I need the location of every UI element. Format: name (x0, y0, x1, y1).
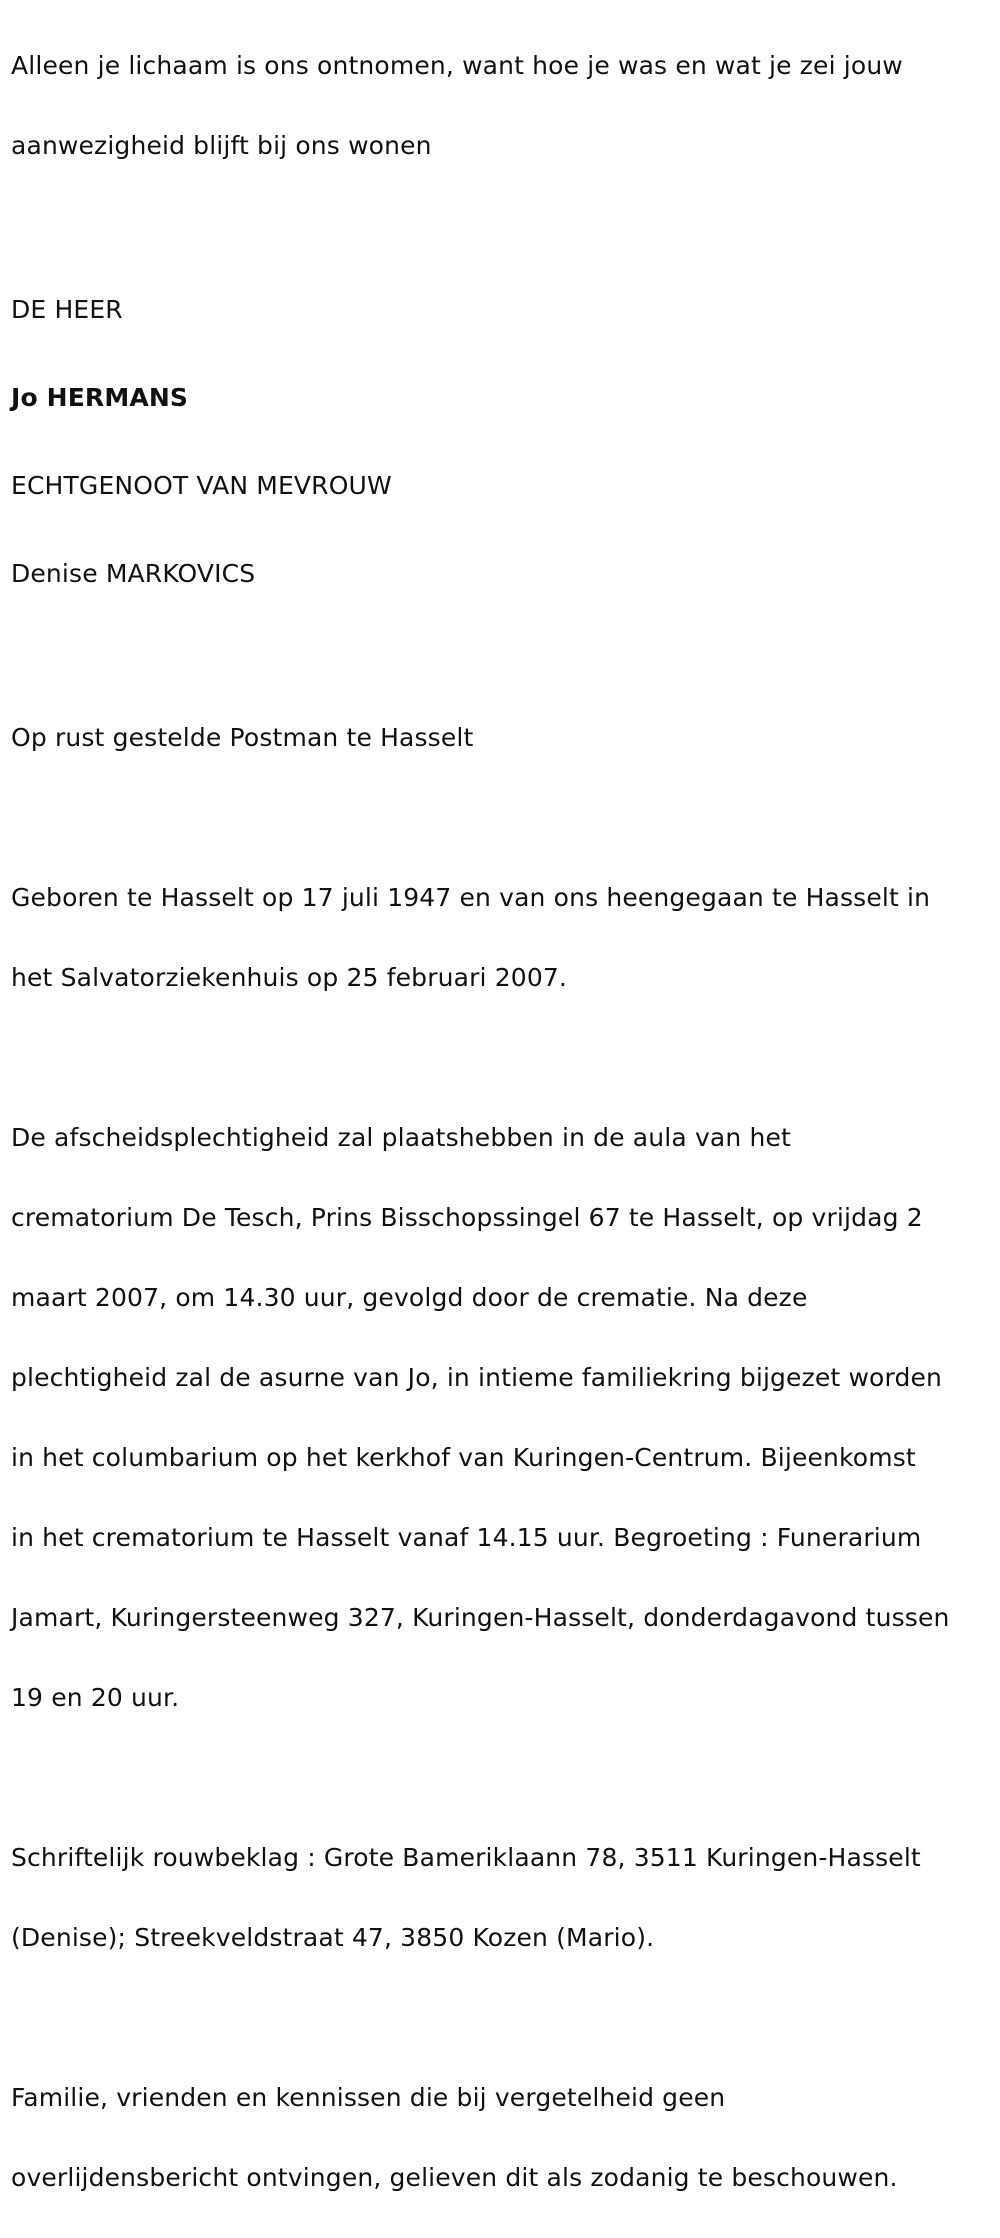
paragraph-line: Jamart, Kuringersteenweg 327, Kuringen-Hasselt, donderdagavond tussen (11, 1603, 950, 1632)
occupation-text: Op rust gestelde Postman te Hasselt (11, 723, 474, 752)
spacer (11, 1998, 991, 2038)
spacer (11, 206, 991, 246)
deceased-block (11, 246, 991, 638)
paragraph-line: plechtigheid zal de asurne van Jo, in intieme familiekring bijgezet worden (11, 1363, 943, 1392)
paragraph-line: crematorium De Tesch, Prins Bisschopssingel 67 te Hasselt, op vrijdag 2 (11, 1203, 923, 1232)
spouse-name: Denise MARKOVICS (11, 559, 256, 588)
obituary-document (11, 0, 991, 2238)
spacer (11, 798, 991, 838)
quote-line: aanwezigheid blijft bij ons wonen (11, 131, 432, 160)
paragraph-line: De afscheidsplechtigheid zal plaatshebben in de aula van het (11, 1123, 791, 1152)
paragraph-line: Geboren te Hasselt op 17 juli 1947 en van ons heengegaan te Hasselt in (11, 883, 931, 912)
paragraph-line: (Denise); Streekveldstraat 47, 3850 Kozen (Mario). (11, 1923, 655, 1952)
paragraph-line: Schriftelijk rouwbeklag : Grote Bameriklaann 78, 3511 Kuringen-Hasselt (11, 1843, 921, 1872)
spacer (11, 638, 991, 678)
paragraph-line: Familie, vrienden en kennissen die bij vergetelheid geen (11, 2083, 726, 2112)
paragraph-line: overlijdensbericht ontvingen, gelieven dit als zodanig te beschouwen. (11, 2163, 898, 2192)
quote-line: Alleen je lichaam is ons ontnomen, want hoe je was en wat je zei jouw (11, 51, 903, 80)
ceremony-paragraph (11, 1078, 991, 1758)
paragraph-line: maart 2007, om 14.30 uur, gevolgd door de crematie. Na deze (11, 1283, 808, 1312)
paragraph-line: het Salvatorziekenhuis op 25 februari 2007. (11, 963, 568, 992)
honorific: DE HEER (11, 295, 123, 324)
condolences-paragraph (11, 1798, 991, 1998)
paragraph-line: in het columbarium op het kerkhof van Kuringen-Centrum. Bijeenkomst (11, 1443, 916, 1472)
memorial-quote (11, 6, 991, 206)
deceased-name: Jo HERMANS (11, 383, 189, 412)
birth-death-paragraph (11, 838, 991, 1038)
spacer (11, 1038, 991, 1078)
occupation-block (11, 678, 991, 798)
relation-label: ECHTGENOOT VAN MEVROUW (11, 471, 392, 500)
notice-paragraph (11, 2038, 991, 2238)
spacer (11, 1758, 991, 1798)
paragraph-line: 19 en 20 uur. (11, 1683, 180, 1712)
paragraph-line: in het crematorium te Hasselt vanaf 14.15 uur. Begroeting : Funerarium (11, 1523, 922, 1552)
